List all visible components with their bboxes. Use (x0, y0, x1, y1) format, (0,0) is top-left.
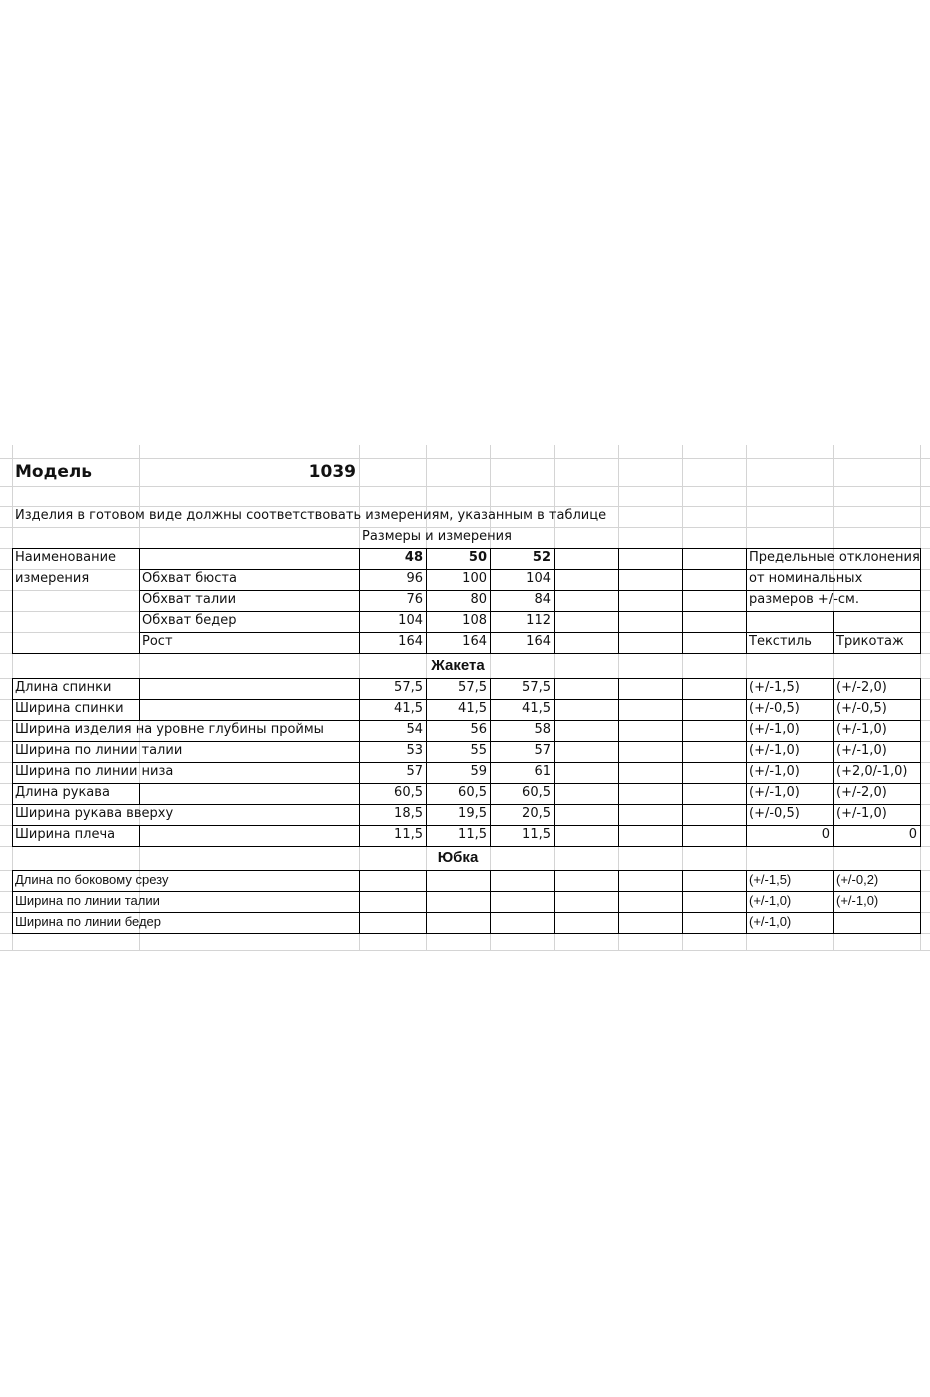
knit-tolerance: (+/-1,0) (836, 806, 887, 821)
measure-label: Обхват бедер (142, 613, 237, 628)
border-line (746, 569, 921, 570)
border-line (139, 569, 747, 570)
border-line (12, 846, 921, 847)
row-label: Ширина по линии талии (15, 743, 183, 758)
border-line (139, 699, 140, 720)
textile-tolerance: (+/-1,5) (749, 680, 800, 695)
border-line (618, 548, 619, 653)
border-line (12, 762, 921, 763)
border-line (426, 678, 427, 846)
textile-header: Текстиль (749, 634, 812, 649)
value-52: 57 (534, 743, 551, 758)
border-line (139, 590, 747, 591)
border-line (139, 825, 140, 846)
border-line (12, 870, 921, 871)
value-48: 41,5 (394, 701, 423, 716)
border-line (12, 783, 921, 784)
value-48: 96 (406, 571, 423, 586)
textile-tolerance: (+/-1,0) (749, 914, 792, 929)
value-52: 11,5 (522, 827, 551, 842)
border-line (833, 870, 834, 933)
textile-tolerance: (+/-0,5) (749, 701, 800, 716)
border-line (12, 699, 921, 700)
value-50: 11,5 (458, 827, 487, 842)
row-label: Ширина изделия на уровне глубины проймы (15, 722, 324, 737)
border-line (920, 678, 921, 846)
border-line (139, 611, 747, 612)
gridline (0, 950, 930, 951)
value-50: 80 (470, 592, 487, 607)
border-line (12, 870, 13, 933)
size-50: 50 (468, 550, 487, 565)
textile-tolerance: (+/-1,0) (749, 722, 800, 737)
value-50: 19,5 (458, 806, 487, 821)
knit-tolerance: (+/-1,0) (836, 743, 887, 758)
header-name-line1: Наименование (15, 550, 117, 565)
border-line (554, 870, 555, 933)
value-48: 53 (406, 743, 423, 758)
border-line (139, 632, 747, 633)
value-48: 76 (406, 592, 423, 607)
textile-tolerance: (+/-1,5) (749, 872, 792, 887)
value-48: 164 (398, 634, 423, 649)
value-50: 59 (470, 764, 487, 779)
knit-tolerance: (+/-2,0) (836, 785, 887, 800)
border-line (12, 741, 921, 742)
row-label: Ширина спинки (15, 701, 124, 716)
knit-tolerance: (+/-2,0) (836, 680, 887, 695)
value-52: 20,5 (522, 806, 551, 821)
knit-tolerance: (+/-1,0) (836, 893, 879, 908)
border-line (12, 678, 13, 846)
border-line (682, 870, 683, 933)
border-line (490, 548, 491, 653)
value-48: 54 (406, 722, 423, 737)
textile-tolerance: 0 (821, 827, 830, 842)
skirt-title: Юбка (437, 849, 479, 866)
knit-tolerance: (+/-0,5) (836, 701, 887, 716)
value-50: 55 (470, 743, 487, 758)
border-line (12, 548, 921, 549)
border-line (12, 548, 13, 653)
textile-tolerance: (+/-1,0) (749, 743, 800, 758)
border-line (682, 678, 683, 846)
deviation-line1: Предельные отклонения (749, 550, 920, 565)
measure-label: Обхват талии (142, 592, 237, 607)
border-line (618, 678, 619, 846)
border-line (554, 678, 555, 846)
border-line (682, 548, 683, 653)
knit-tolerance: (+/-1,0) (836, 722, 887, 737)
value-48: 11,5 (394, 827, 423, 842)
value-50: 56 (470, 722, 487, 737)
measure-label: Обхват бюста (142, 571, 237, 586)
border-line (139, 783, 140, 804)
textile-tolerance: (+/-1,0) (749, 893, 792, 908)
value-48: 18,5 (394, 806, 423, 821)
note-text: Изделия в готовом виде должны соответствовать измерениям, указанным в таблице (15, 508, 607, 523)
border-line (12, 653, 921, 654)
textile-tolerance: (+/-0,5) (749, 806, 800, 821)
deviation-line2: от номинальных (749, 571, 863, 586)
row-label: Длина спинки (15, 680, 112, 695)
border-line (12, 678, 921, 679)
header-name-line2: измерения (15, 571, 90, 586)
knit-tolerance: (+/-0,2) (836, 872, 879, 887)
border-line (920, 548, 921, 653)
measure-label: Рост (142, 634, 173, 649)
border-line (12, 933, 921, 934)
row-label: Длина по боковому срезу (15, 872, 169, 887)
knit-tolerance: 0 (908, 827, 917, 842)
row-label: Ширина по линии бедер (15, 914, 162, 929)
value-48: 57 (406, 764, 423, 779)
value-50: 57,5 (458, 680, 487, 695)
value-52: 60,5 (522, 785, 551, 800)
border-line (833, 611, 834, 653)
value-52: 104 (526, 571, 551, 586)
border-line (490, 870, 491, 933)
value-50: 100 (462, 571, 487, 586)
value-52: 61 (534, 764, 551, 779)
value-48: 104 (398, 613, 423, 628)
value-50: 41,5 (458, 701, 487, 716)
sizes-caption: Размеры и измерения (362, 529, 512, 544)
border-line (359, 678, 360, 846)
model-label: Модель (15, 462, 93, 482)
size-48: 48 (404, 550, 423, 565)
value-48: 57,5 (394, 680, 423, 695)
row-label: Ширина рукава вверху (15, 806, 174, 821)
deviation-line3: размеров +/-см. (749, 592, 859, 607)
border-line (426, 548, 427, 653)
row-label: Ширина плеча (15, 827, 116, 842)
border-line (12, 804, 921, 805)
border-line (833, 678, 834, 846)
value-52: 41,5 (522, 701, 551, 716)
border-line (618, 870, 619, 933)
value-52: 57,5 (522, 680, 551, 695)
border-line (746, 678, 747, 846)
border-line (12, 891, 921, 892)
border-line (12, 825, 921, 826)
value-50: 60,5 (458, 785, 487, 800)
row-label: Длина рукава (15, 785, 110, 800)
row-label: Ширина по линии талии (15, 893, 160, 908)
value-52: 84 (534, 592, 551, 607)
border-line (359, 870, 360, 933)
knit-header: Трикотаж (836, 634, 904, 649)
border-line (139, 678, 140, 699)
value-52: 112 (526, 613, 551, 628)
knit-tolerance: (+2,0/-1,0) (836, 764, 908, 779)
model-number: 1039 (308, 462, 356, 482)
border-line (920, 870, 921, 933)
border-line (554, 548, 555, 653)
border-line (139, 548, 140, 653)
value-50: 164 (462, 634, 487, 649)
border-line (359, 548, 360, 653)
border-line (746, 590, 921, 591)
textile-tolerance: (+/-1,0) (749, 785, 800, 800)
border-line (490, 678, 491, 846)
value-48: 60,5 (394, 785, 423, 800)
jacket-title: Жакета (431, 657, 485, 674)
size-52: 52 (532, 550, 551, 565)
border-line (746, 870, 747, 933)
textile-tolerance: (+/-1,0) (749, 764, 800, 779)
border-line (426, 870, 427, 933)
value-50: 108 (462, 613, 487, 628)
border-line (746, 548, 747, 653)
border-line (12, 912, 921, 913)
gridline (0, 486, 930, 487)
border-line (12, 720, 921, 721)
value-52: 58 (534, 722, 551, 737)
row-label: Ширина по линии низа (15, 764, 174, 779)
spreadsheet (0, 445, 930, 950)
value-52: 164 (526, 634, 551, 649)
